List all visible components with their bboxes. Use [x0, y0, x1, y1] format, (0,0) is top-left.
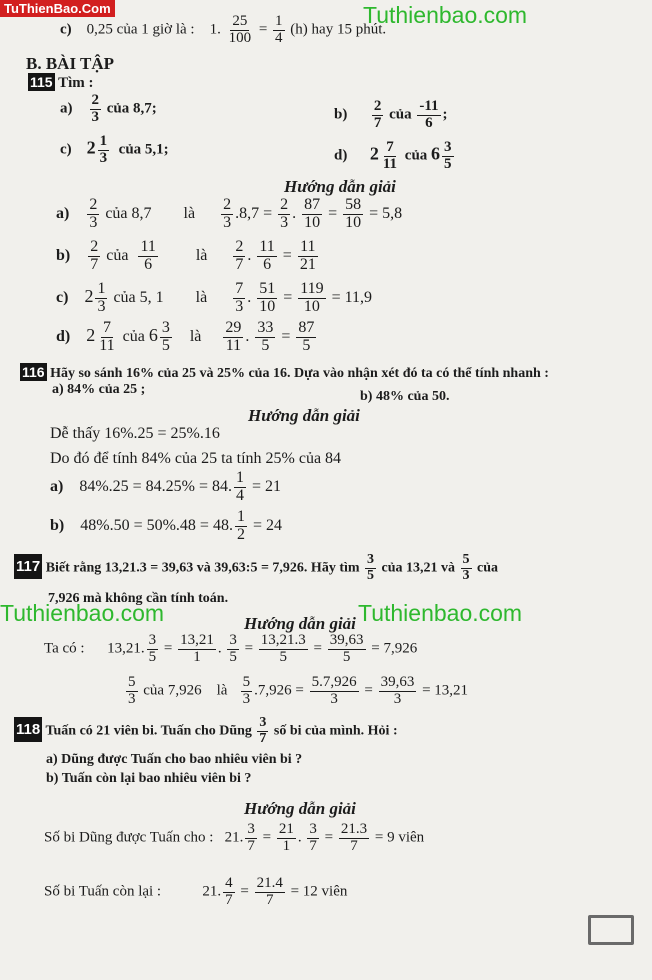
exercise-number: 116: [22, 364, 45, 380]
ex115-sol-b: b) $\frac{2}{7}$ của $\frac{11}{6}$ là $\frac{2}{7}$ . $\frac{11}{6}$ = $\frac{11}{21}$: [56, 238, 316, 273]
ex116-a: a) 84% của 25 ;: [52, 382, 146, 397]
watermark-top: Tuthienbao.com: [363, 2, 528, 28]
exercise-115-header: 115 Tìm :: [30, 74, 94, 91]
ex118-question-b: b) Tuấn còn lại bao nhiêu viên bi ?: [46, 771, 252, 786]
top-line: c) 0,25 của 1 giờ là : 1. $\frac{25}{100}$ = $\frac{1}{4}$ (h) hay 15 phút.: [60, 13, 387, 46]
ex117-sol-1: Ta có : 13,21. $\frac{3}{5}$ = $\frac{13,21}{1}$ . $\frac{3}{5}$ = $\frac{13,21.3}{5}$ = $\frac{39,63}{5}$ = 7,926: [44, 632, 418, 665]
ex116-line-2: Do đó để tính 84% của 25 ta tính 25% của 84: [50, 450, 342, 467]
ex118-guide-heading: Hướng dẫn giải: [244, 799, 356, 818]
ex115-sol-c: c) 2 $\frac{1}{3}$ của 5, 1 là $\frac{7}{3}$ . $\frac{51}{10}$ = $\frac{119}{10}$ = 11,9: [56, 280, 373, 315]
ex115-c: c) 2 $\frac{1}{3}$ của 5,1;: [60, 133, 169, 166]
ex116-sol-b: b) 48%.50 = 50%.48 = 48. $\frac{1}{2}$ = 24: [50, 508, 282, 543]
ex115-b: b) $\frac{2}{7}$ của $\frac{-11}{6}$ ;: [334, 98, 448, 131]
ex116-guide-heading: Hướng dẫn giải: [248, 406, 360, 425]
exercise-number: 117: [14, 554, 42, 579]
ex118-sol-1: Số bi Dũng được Tuấn cho : 21. $\frac{3}{7}$ = $\frac{21}{1}$ . $\frac{3}{7}$ = $\frac{21.3}{7}$ = 9 viên: [44, 821, 425, 854]
ex115-sol-d: d) 2 $\frac{7}{11}$ của 6 $\frac{3}{5}$ là $\frac{29}{11}$ . $\frac{33}{5}$ = $\frac{87}{5}$: [56, 319, 315, 354]
ex116-b: b) 48% của 50.: [360, 389, 450, 404]
ex118-sol-2: Số bi Tuấn còn lại : 21. $\frac{4}{7}$ = $\frac{21.4}{7}$ = 12 viên: [44, 875, 348, 908]
ex117-prompt-line-2: 7,926 mà không cần tính toán.: [48, 591, 229, 606]
ex115-d: d) 2 $\frac{7}{11}$ của 6 $\frac{3}{5}$: [334, 139, 452, 172]
exercise-117-header: 117 Biết rằng 13,21.3 = 39,63 và 39,63:5 = 7,926. Hãy tìm $\frac{3}{5}$ của 13,21 và $\frac{5}{3}$ của: [16, 552, 499, 583]
ex115-sol-a: a) $\frac{2}{3}$ của 8,7 là $\frac{2}{3}$ .8,7 = $\frac{2}{3}$ . $\frac{87}{10}$ = $\frac{58}{10}$ = 5,8: [56, 196, 403, 231]
ex115-a: a) $\frac{2}{3}$ của 8,7;: [60, 92, 157, 125]
watermark-right: Tuthienbao.com: [358, 600, 523, 626]
site-logo-small: TuThienBao.Com: [0, 0, 115, 17]
ex117-guide-heading: Hướng dẫn giải: [244, 614, 356, 633]
exercise-116-header: 116 Hãy so sánh 16% của 25 và 25% của 16. Dựa vào nhận xét đó ta có thể tính nhanh :: [22, 364, 549, 381]
ex118-question-a: a) Dũng được Tuấn cho bao nhiêu viên bi ?: [46, 752, 303, 767]
exercise-118-header: 118 Tuấn có 21 viên bi. Tuấn cho Dũng $\frac{3}{7}$ số bi của mình. Hỏi :: [16, 715, 398, 746]
watermark-left: Tuthienbao.com: [0, 600, 165, 626]
page-corner-mark: [588, 915, 634, 945]
exercise-number: 118: [14, 717, 42, 742]
section-title: B. BÀI TẬP: [26, 54, 115, 73]
ex115-guide-heading: Hướng dẫn giải: [284, 177, 396, 196]
ex116-line-1: Dễ thấy 16%.25 = 25%.16: [50, 425, 220, 442]
exercise-number: 115: [30, 74, 53, 90]
ex117-sol-2: $\frac{5}{3}$ của 7,926 là $\frac{5}{3}$ .7,926 = $\frac{5.7,926}{3}$ = $\frac{39,63}{3}$ = 13,21: [128, 674, 469, 707]
ex116-sol-a: a) 84%.25 = 84.25% = 84. $\frac{1}{4}$ = 21: [50, 469, 282, 504]
